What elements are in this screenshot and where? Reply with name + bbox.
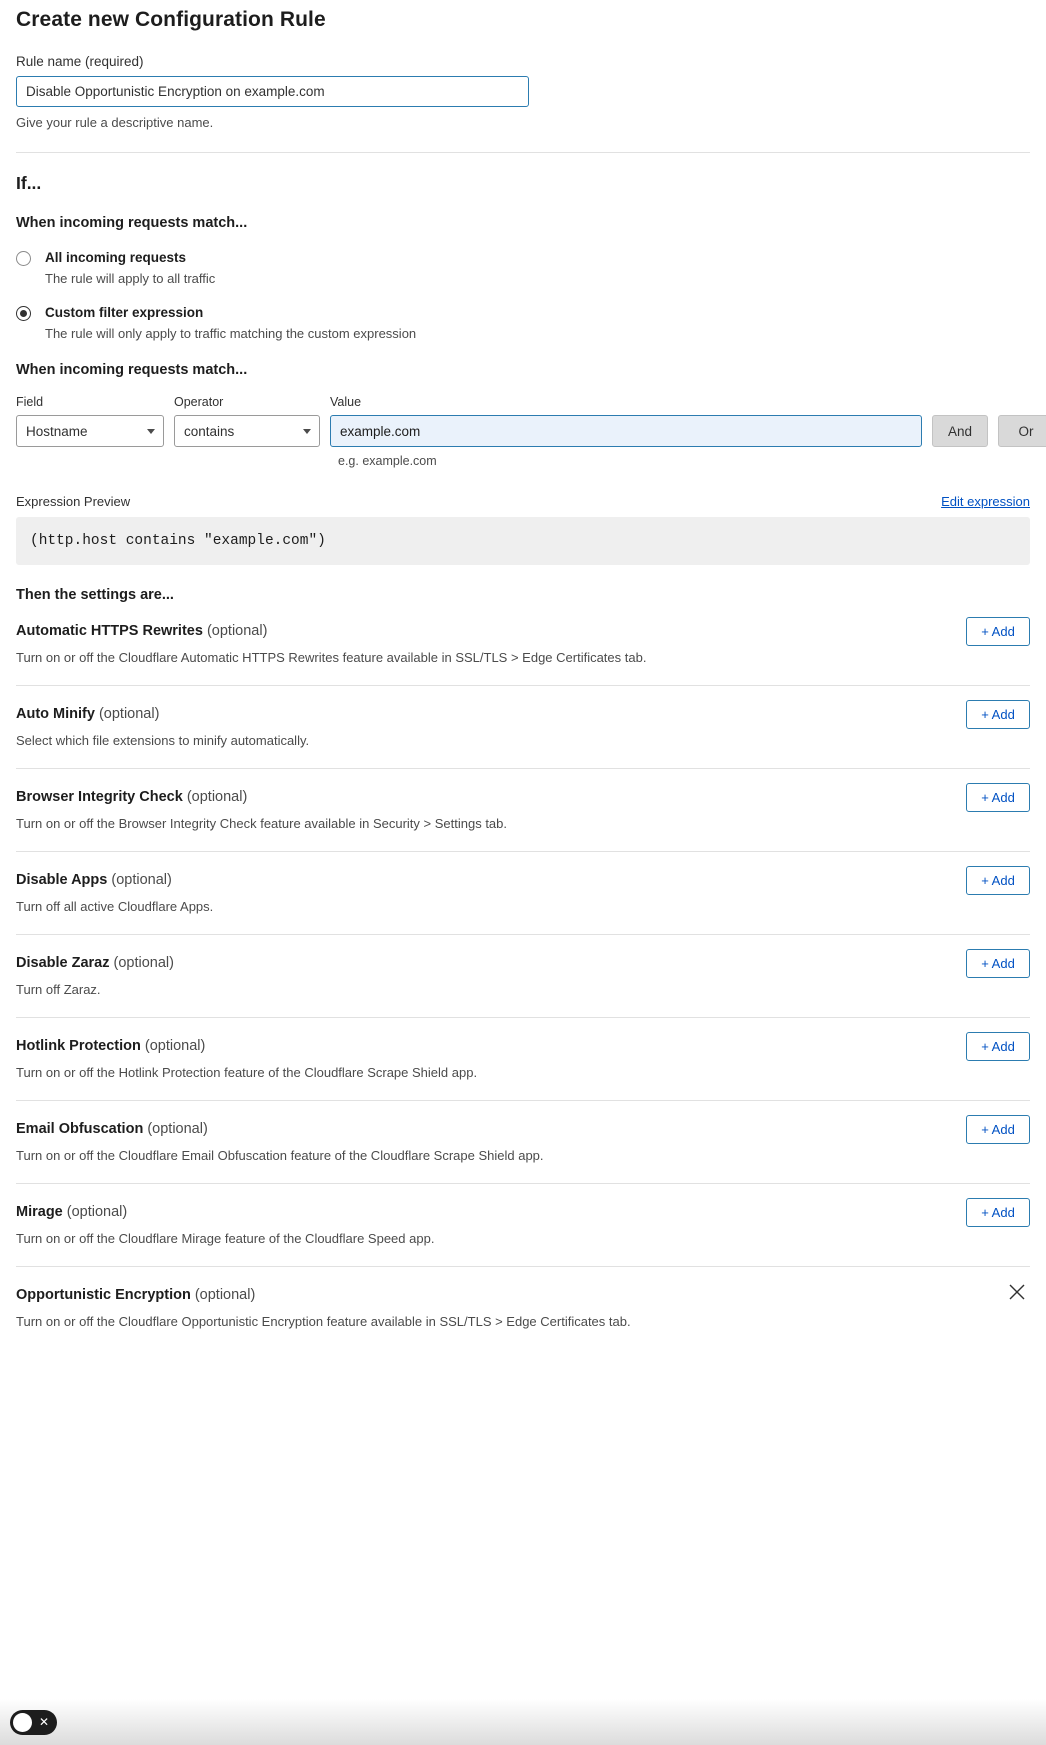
setting-title (16, 1204, 1030, 1220)
setting-toggle[interactable] (10, 1710, 57, 1735)
setting-description: Turn on or off the Cloudflare Opportunistic Encryption feature available in SSL/TLS > Edge Certificates tab. (16, 1314, 631, 1329)
field-select-value: Hostname (26, 423, 88, 439)
value-input[interactable] (330, 415, 922, 447)
setting-optional: (optional) (66, 1204, 128, 1220)
rule-name-label: Rule name (required) (16, 54, 144, 69)
setting-description: Turn on or off the Cloudflare Mirage feature of the Cloudflare Speed app. (16, 1231, 435, 1246)
setting-name: Hotlink Protection (16, 1038, 141, 1054)
setting-description: Turn on or off the Hotlink Protection feature of the Cloudflare Scrape Shield app. (16, 1065, 478, 1080)
setting-description: Turn on or off the Cloudflare Automatic HTTPS Rewrites feature available in SSL/TLS > Edge Certificates tab. (16, 650, 647, 665)
add-setting-button[interactable]: + Add (966, 700, 1030, 729)
if-section-heading: If... (16, 173, 42, 193)
chevron-down-icon (147, 429, 155, 434)
or-button[interactable]: Or (998, 415, 1046, 447)
add-setting-button[interactable]: + Add (966, 1032, 1030, 1061)
footer-bar (0, 1699, 1046, 1745)
setting-name: Disable Apps (16, 872, 108, 888)
setting-row (16, 603, 1030, 686)
operator-select-value: contains (184, 423, 235, 439)
radio-desc-all-requests: The rule will apply to all traffic (45, 271, 216, 286)
add-setting-button[interactable]: + Add (966, 783, 1030, 812)
expression-builder-row (16, 395, 1034, 447)
then-section-heading: Then the settings are... (16, 587, 174, 603)
edit-expression-link[interactable]: Edit expression (941, 494, 1030, 509)
setting-title (16, 1038, 1030, 1054)
setting-row (16, 935, 1030, 1018)
setting-optional: (optional) (111, 872, 172, 888)
match-heading: When incoming requests match... (16, 215, 248, 231)
setting-row (16, 1018, 1030, 1101)
radio-title-all-requests: All incoming requests (45, 250, 187, 265)
setting-title (16, 1121, 1030, 1137)
setting-name: Browser Integrity Check (16, 789, 183, 805)
setting-optional: (optional) (147, 1121, 208, 1137)
settings-list (16, 603, 1030, 1349)
setting-optional: (optional) (194, 1287, 256, 1303)
add-setting-button[interactable]: + Add (966, 617, 1030, 646)
setting-row (16, 686, 1030, 769)
setting-description: Turn on or off the Browser Integrity Check feature available in Security > Settings tab. (16, 816, 508, 831)
setting-name: Auto Minify (16, 706, 95, 722)
add-setting-button[interactable]: + Add (966, 866, 1030, 895)
setting-optional: (optional) (98, 706, 160, 722)
setting-title (16, 872, 1030, 888)
setting-name: Email Obfuscation (16, 1121, 144, 1137)
setting-optional: (optional) (113, 955, 174, 971)
setting-title (16, 955, 1030, 971)
setting-description: Turn off Zaraz. (16, 982, 101, 997)
add-setting-button[interactable]: + Add (966, 1115, 1030, 1144)
and-column-spacer (932, 395, 988, 409)
setting-row-opportunistic-encryption (16, 1267, 1030, 1349)
setting-name: Mirage (16, 1204, 63, 1220)
radio-icon-all-requests[interactable] (16, 251, 31, 266)
add-setting-button[interactable]: + Add (966, 1198, 1030, 1227)
and-button[interactable]: And (932, 415, 988, 447)
operator-select[interactable] (174, 415, 320, 447)
operator-column-label: Operator (174, 395, 224, 409)
setting-name: Opportunistic Encryption (16, 1287, 191, 1303)
setting-name: Automatic HTTPS Rewrites (16, 623, 203, 639)
radio-icon-custom-filter[interactable] (16, 306, 31, 321)
field-select[interactable] (16, 415, 164, 447)
expression-preview-label: Expression Preview (16, 494, 131, 509)
radio-desc-custom-filter: The rule will only apply to traffic matching the custom expression (45, 326, 417, 341)
or-column (998, 395, 1046, 447)
builder-heading: When incoming requests match... (16, 362, 248, 378)
setting-row (16, 1101, 1030, 1184)
value-hint: e.g. example.com (338, 454, 437, 468)
setting-row (16, 769, 1030, 852)
field-column-label: Field (16, 395, 44, 409)
setting-optional: (optional) (206, 623, 268, 639)
remove-setting-button[interactable] (1006, 1281, 1028, 1303)
setting-title (16, 1287, 1030, 1303)
setting-title (16, 706, 1030, 722)
toggle-knob (13, 1713, 32, 1732)
setting-description: Turn on or off the Cloudflare Email Obfuscation feature of the Cloudflare Scrape Shield app. (16, 1148, 544, 1163)
page-title: Create new Configuration Rule (16, 8, 326, 31)
setting-description: Select which file extensions to minify automatically. (16, 733, 310, 748)
radio-option-all-requests[interactable] (16, 249, 1030, 286)
add-setting-button[interactable]: + Add (966, 949, 1030, 978)
and-column (932, 395, 988, 447)
radio-option-custom-filter[interactable] (16, 304, 1030, 341)
expression-preview-box: (http.host contains "example.com") (16, 517, 1030, 565)
value-column-label: Value (330, 395, 362, 409)
setting-title (16, 789, 1030, 805)
configuration-rule-form (0, 8, 1046, 1349)
expression-preview-header (16, 494, 1030, 509)
or-column-spacer (998, 395, 1046, 409)
toggle-off-icon: ✕ (38, 1715, 49, 1729)
field-column (16, 395, 164, 447)
setting-row (16, 1184, 1030, 1267)
setting-optional: (optional) (186, 789, 248, 805)
operator-column (174, 395, 320, 447)
setting-optional: (optional) (144, 1038, 206, 1054)
setting-description: Turn off all active Cloudflare Apps. (16, 899, 214, 914)
setting-row (16, 852, 1030, 935)
close-icon (1006, 1281, 1028, 1303)
rule-name-helper: Give your rule a descriptive name. (16, 115, 214, 130)
setting-title (16, 623, 1030, 639)
rule-name-input[interactable] (16, 76, 529, 107)
value-column (330, 395, 922, 447)
radio-title-custom-filter: Custom filter expression (45, 305, 204, 320)
divider (16, 152, 1030, 153)
chevron-down-icon (303, 429, 311, 434)
setting-name: Disable Zaraz (16, 955, 110, 971)
